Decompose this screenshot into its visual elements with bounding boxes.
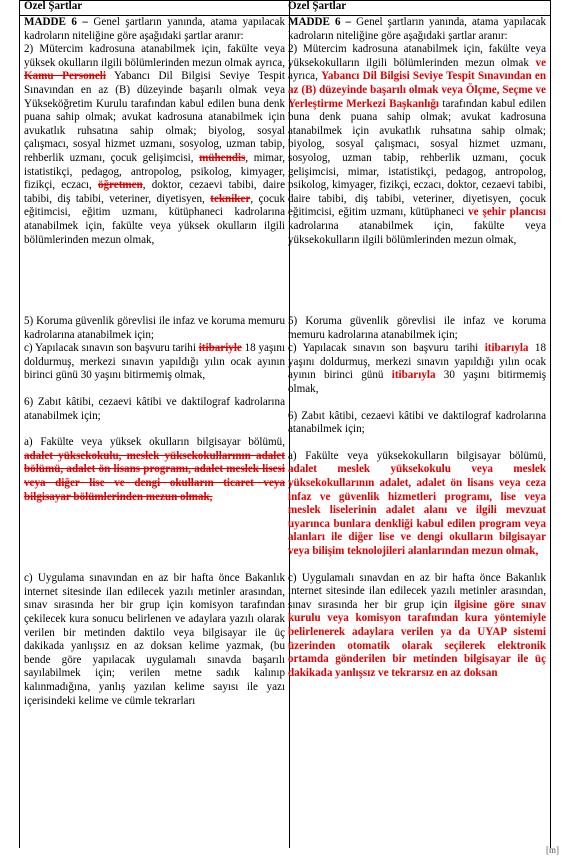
paragraph-2: 2) Mütercim kadrosuna atanabilmek için, fakülte veya yüksekokulların ilgili bölümlerinden mezun olmak ve ayrıca, Yabancı Dil Bilgisi Seviye Tespit Sınavından en az (B) düzeyinde başarılı olmak veya Ölçme, Seçme ve Yerleştirme Merkezi Başkanlığı tarafından kabul edilen buna denk puana sahip olmak; avukat kadrosuna atanabilmek için avukatlık ruhsatına sahip olmak; biyolog, sosyal çalışmacı, sosyal hizmet uzmanı, sosyolog, uzman tabip, rehberlik uzmanı, çocuk gelişimcisi, mimar, istatistikçi, pedagog, antropolog, psikolog, kimyager, fizikçi, eczacı, doktor, cezaevi tabibi, daire tabibi, diş tabibi, veteriner, diyetisyen, çocuk eğitimcisi, eğitim uzmanı, kütüphaneci ve şehir plancısı kadrolarına atanabilmek için, fakülte veya yüksekokulların ilgili bölümlerinden mezun olmak,	[288, 43, 546, 246]
inserted-text: Yabancı Dil Bilgisi Seviye Tespit Sınavından en az (B) düzeyinde başarılı olmak veya Ölçme, Seçme ve Yerleştirme Merkezi Başkanlığı	[288, 70, 546, 110]
paragraph-5: 5) Koruma güvenlik görevlisi ile infaz ve koruma memuru kadrolarına atanabilmek için;	[288, 315, 546, 341]
inserted-text: itibarıyla	[391, 369, 436, 382]
paragraph-6: 6) Zabıt kâtibi, cezaevi kâtibi ve daktilograf kadrolarına atanabilmek için;	[288, 409, 546, 436]
deleted-text: itibariyle	[198, 342, 242, 355]
inserted-text: ilgisine göre sınav kurulu veya komisyon tarafından kura yöntemiyle belirlenerek adaylara verilen ya da UYAP sistemi üzerinden otomatik olarak seçilerek elektronik ortamda gönderilen bir metinden bilgisayar ile üç dakikada yanlışsız ve tekrarsız en az doksan	[288, 598, 546, 679]
paragraph-6a: a) Fakülte veya yüksek okulların bilgisayar bölümü, adalet yüksekokulu, meslek yüksekokullarının adalet bölümü, adalet ön lisans programı, adalet meslek lisesi veya diğer lise ve dengi okulların ticaret veya bilgisayar bölümlerinden mezun olmak,	[24, 436, 285, 503]
column-header: Özel Şartlar	[20, 0, 289, 16]
paragraph-5c: c) Yapılacak sınavın son başvuru tarihi itibariyle 18 yaşını doldurmuş, merkezi sınavın yapıldığı yılın ocak ayının birinci günü 30 yaşını bitirmemiş olmak,	[24, 342, 286, 382]
paragraph-6: 6) Zabıt kâtibi, cezaevi kâtibi ve daktilograf kadrolarına atanabilmek için;	[24, 396, 285, 422]
inserted-text: adalet meslek yüksekokulu veya meslek yüksekokullarının adalet, adalet ön lisans veya ceza infaz ve güvenlik hizmetleri programı, lise veya meslek liselerinin adalet alanı ve ilgili mevzuat uyarınca bunlara denkliği kabul edilen program veya alanları ile diğer lise ve dengi okulların bilgisayar veya bilişim teknolojileri alanlarından mezun olmak,	[288, 463, 546, 557]
paragraph-5: 5) Koruma güvenlik görevlisi ile infaz ve koruma memuru kadrolarına atanabilmek için;	[24, 315, 285, 341]
deleted-text: adalet yüksekokulu, meslek yüksekokullarının adalet bölümü, adalet ön lisans programı, adalet meslek lisesi veya diğer lise ve dengi okulların ticaret veya bilgisayar bölümlerinden mezun olmak,	[24, 449, 285, 503]
inserted-text: itibarıyla	[484, 342, 529, 355]
deleted-text: öğretmen	[97, 179, 143, 192]
inserted-text: ve şehir plancısı	[468, 206, 546, 219]
article-intro: MADDE 6 – Genel şartların yanında, atama yapılacak kadroların niteliğine göre aşağıdaki şartlar aranır:	[24, 16, 286, 42]
old-text-column	[19, 0, 290, 848]
new-text-column	[284, 0, 551, 848]
paragraph-6a: a) Fakülte veya yüksekokulların bilgisayar bölümü, adalet meslek yüksekokulu veya meslek yüksekokullarının adalet, adalet ön lisans veya ceza infaz ve güvenlik hizmetleri programı, lise veya meslek liselerinin adalet alanı ve ilgili mevzuat uyarınca bunlara denkliği kabul edilen program veya alanları ile diğer lise ve dengi okulların bilgisayar veya bilişim teknolojileri alanlarından mezun olmak,	[288, 449, 546, 557]
column-header: Özel Şartlar	[284, 0, 550, 16]
page-number: [m]	[546, 845, 559, 856]
article-intro: MADDE 6 – Genel şartların yanında, atama yapılacak kadroların niteliğine göre aşağıdaki şartlar aranır:	[288, 16, 547, 42]
paragraph-2: 2) Mütercim kadrosuna atanabilmek için, fakülte veya yüksek okulların ilgili bölümlerinden mezun olmak ayrıca, Kamu Personeli Yabancı Dil Bilgisi Seviye Tespit Sınavından en az (B) düzeyinde başarılı olmak veya Yükseköğretim Kurulu tarafından kabul edilen buna denk puana sahip olmak; avukat kadrosuna atanabilmek için avukatlık ruhsatına sahip olmak; biyolog, sosyal çalışmacı, sosyal hizmet uzmanı, sosyolog, uzman tabip, rehberlik uzmanı, çocuk gelişimcisi, mühendis, mimar, istatistikçi, pedagog, antropolog, psikolog, kimyager, fizikçi, eczacı, öğretmen, doktor, cezaevi tabibi, daire tabibi, diş tabibi, veteriner, diyetisyen, tekniker, çocuk eğitimcisi, eğitim uzmanı, kütüphaneci kadrolarına atanabilmek için, fakülte veya yüksek okulların ilgili bölümlerinden mezun olmak,	[24, 43, 285, 246]
paragraph-6c: c) Uygulama sınavından en az bir hafta önce Bakanlık internet sitesinde ilan edilecek yazılı metinler arasından, sınav sırasında her bir grup için komisyon tarafından çekilecek kura sonucu belirlenen ve adaylara yazılı olarak verilen bir metinden daktilo veya bilgisayar ile üç dakikada yanlışsız en az doksan kelime yazmak, (bu bende göre yapılacak uygulamalı sınavda başarılı sayılabilmek için; verilen metne sadık kalınıp kalınmadığına, yanlış yazılan kelime sayısı ile yazı içerisindeki kelime ve cümle tekrarları	[24, 572, 285, 707]
paragraph-5c: c) Yapılacak sınavın son başvuru tarihi itibarıyla 18 yaşını doldurmuş, merkezi sınavın yapıldığı yılın ocak ayının birinci günü itibarıyla 30 yaşını bitirmemiş olmak,	[288, 342, 547, 396]
deleted-text: Kamu Personeli	[24, 70, 106, 83]
inserted-text: ve	[535, 56, 546, 69]
deleted-text: mühendis	[199, 151, 246, 164]
paragraph-6c: c) Uygulamalı sınavdan en az bir hafta önce Bakanlık internet sitesinde ilan edilecek yazılı metinler arasından, sınav sırasında her bir grup için ilgisine göre sınav kurulu veya komisyon tarafından kura yöntemiyle belirlenerek adaylara verilen ya da UYAP sistemi üzerinden otomatik olarak seçilerek elektronik ortamda gönderilen bir metinden bilgisayar ile üç dakikada yanlışsız ve tekrarsız en az doksan	[288, 571, 546, 679]
deleted-text: tekniker	[210, 192, 251, 205]
